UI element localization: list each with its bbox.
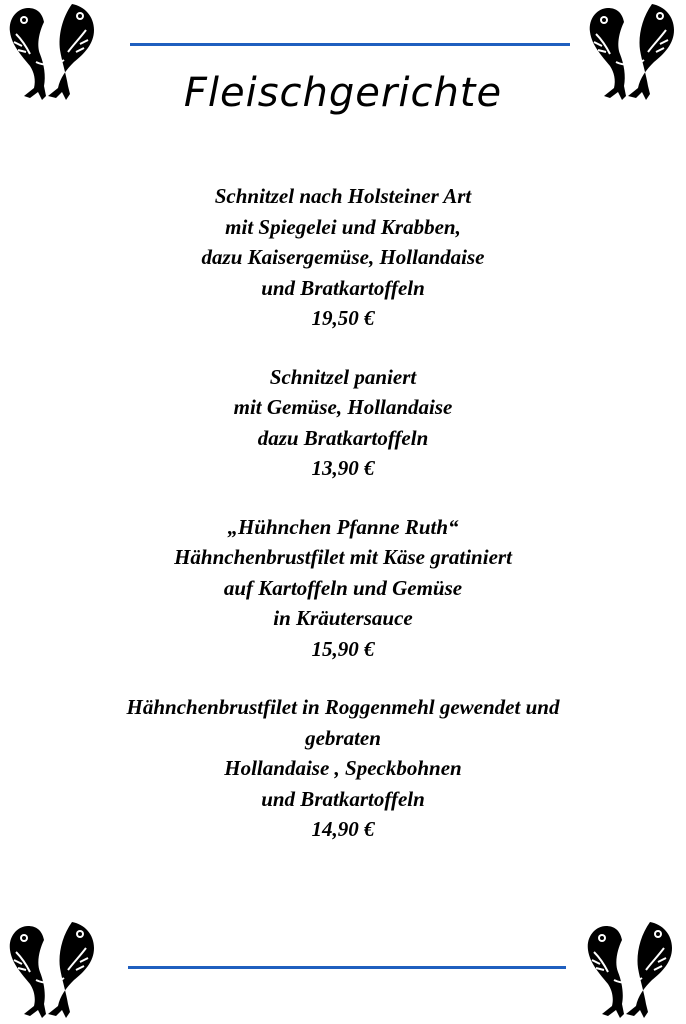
dish-description: Hollandaise , Speckbohnen	[224, 756, 462, 780]
dish-price: 14,90 €	[311, 817, 375, 841]
page-title: Fleischgerichte	[183, 70, 503, 116]
menu-item	[0, 512, 686, 665]
dish-description: Schnitzel paniert	[269, 364, 417, 389]
menu-item	[0, 181, 686, 334]
dish-description: und Bratkartoffeln	[261, 786, 425, 811]
menu-item	[0, 362, 686, 484]
dish-description: mit Spiegelei und Krabben,	[225, 214, 461, 239]
dish-description: dazu Bratkartoffeln	[257, 425, 429, 450]
top-divider	[130, 43, 570, 46]
bottom-divider	[128, 966, 566, 969]
two-fish-icon	[578, 918, 682, 1022]
dish-description: dazu Kaisergemüse, Hollandaise	[201, 245, 485, 269]
dish-description: Hähnchenbrustfilet in Roggenmehl gewendet und	[126, 695, 560, 719]
dish-price: 13,90 €	[311, 456, 375, 480]
menu-item	[0, 692, 686, 845]
dish-description: mit Gemüse, Hollandaise	[233, 395, 453, 419]
dish-price: 15,90 €	[311, 636, 375, 661]
dish-description: Hähnchenbrustfilet mit Käse gratiniert	[174, 545, 512, 569]
dish-description: „Hühnchen Pfanne Ruth“	[227, 514, 459, 539]
dish-price: 19,50 €	[311, 306, 375, 330]
dish-description: gebraten	[305, 725, 381, 750]
menu-list	[0, 181, 686, 873]
dish-description: auf Kartoffeln und Gemüse	[223, 575, 463, 600]
dish-description: und Bratkartoffeln	[261, 275, 425, 300]
two-fish-icon	[0, 918, 104, 1022]
dish-description: Schnitzel nach Holsteiner Art	[214, 184, 472, 208]
dish-description: in Kräutersauce	[273, 606, 413, 630]
